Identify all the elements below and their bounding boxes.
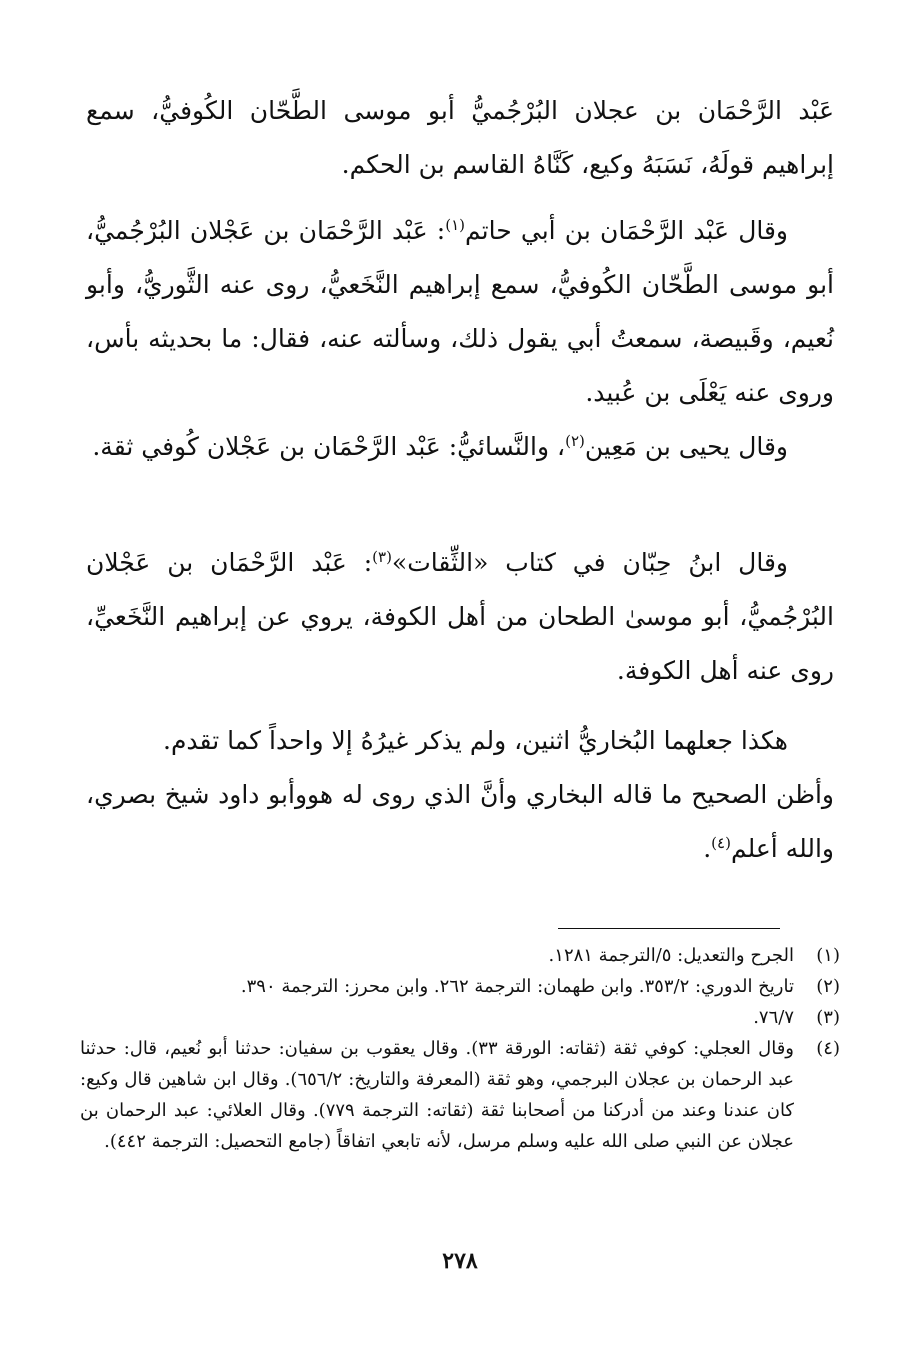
page-number: ٢٧٨ xyxy=(442,1248,478,1274)
footnote-ref-4[interactable]: (٤) xyxy=(711,834,731,852)
footnote-number: (٤) xyxy=(816,1038,840,1059)
footnote-3 xyxy=(80,1002,840,1033)
paragraph-text: وأظن الصحيح ما قاله البخاري وأنَّ الذي روى له هووأبو داود شيخ بصري، والله أعلم xyxy=(86,780,834,863)
conclusion-rest xyxy=(86,768,834,876)
paragraph-text: وقال ابنُ حِبّان في كتاب «الثِّقات» xyxy=(391,548,788,577)
footnote-2 xyxy=(80,971,840,1002)
footnote-ref-3[interactable]: (٣) xyxy=(372,548,392,566)
paragraph-text: : عَبْد الرَّحْمَان بن عَجْلان البُرْجُميُّ، أبو موسىٰ الطحان من أهل الكوفة، يروي عن إبراهيم النَّخَعيِّ، روى عنه أهل الكوفة. xyxy=(86,548,834,685)
paragraph-ibn-abi-hatim xyxy=(86,204,834,420)
footnote-text: وقال العجلي: كوفي ثقة (ثقاته: الورقة ٣٣). وقال يعقوب بن سفيان: حدثنا أبو نُعيم، قال: حدثنا عبد الرحمان بن عجلان البرجمي، وهو ثقة (المعرفة والتاريخ: ٦٥٦/٢). وقال ابن شاهين قال وكيع: كان عندنا وعند من أدركنا من أصحابنا ثقة (ثقاته: الترجمة ٧٧٩). وقال العلائي: عبد الرحمان بن عجلان عن النبي صلى الله عليه وسلم مرسل، لأنه تابعي اتفاقاً (جامع التحصيل: الترجمة ٤٤٢). xyxy=(80,1038,794,1152)
paragraph-conclusion xyxy=(86,714,834,876)
conclusion-first-line: هكذا جعلهما البُخاريُّ اثنين، ولم يذكر غيرُهُ إلا واحداً كما تقدم. xyxy=(163,726,788,755)
footnote-text: تاريخ الدوري: ٣٥٣/٢. وابن طهمان: الترجمة ٢٦٢. وابن محرز: الترجمة ٣٩٠. xyxy=(240,976,794,997)
footnote-text: ٧٦/٧. xyxy=(753,1007,794,1028)
paragraph-ibn-hibban xyxy=(86,536,834,698)
paragraph-ibn-maeen xyxy=(86,420,834,474)
footnote-number: (١) xyxy=(816,945,840,966)
paragraph-text: ، والنَّسائيُّ: عَبْد الرَّحْمَان بن عَجْلان كُوفي ثقة. xyxy=(92,432,566,461)
footnote-1 xyxy=(80,940,840,971)
paragraph-text: عَبْد الرَّحْمَان بن عجلان البُرْجُميُّ أبو موسى الطَّحّان الكُوفيُّ، سمع إبراهيم قولَهُ، نَسَبَهُ وكيع، كَنَّاهُ القاسم بن الحكم. xyxy=(86,96,834,179)
footnote-ref-2[interactable]: (٢) xyxy=(565,432,585,450)
footnotes-section xyxy=(80,940,840,1157)
footnote-number: (٣) xyxy=(816,1007,840,1028)
footnote-4 xyxy=(80,1033,840,1157)
paragraph-text: وقال عَبْد الرَّحْمَان بن أبي حاتم xyxy=(465,216,788,245)
footnote-text: الجرح والتعديل: ٥/الترجمة ١٢٨١. xyxy=(548,945,794,966)
paragraph-bukhari-entry xyxy=(86,84,834,192)
paragraph-text: وقال يحيى بن مَعِين xyxy=(584,432,788,461)
paragraph-text: . xyxy=(703,834,712,863)
footnote-ref-1[interactable]: (١) xyxy=(445,216,466,234)
footnote-number: (٢) xyxy=(816,976,840,997)
paragraph-text: : عَبْد الرَّحْمَان بن عَجْلان البُرْجُميُّ، أبو موسى الطَّحّان الكُوفيُّ، سمع إبراهيم النَّخَعيُّ، روى عنه الثَّوريُّ، وأبو نُعيم، وقَبيصة، سمعتُ أبي يقول ذلك، وسألته عنه، فقال: ما بحديثه بأس، وروى عنه يَعْلَى بن عُبيد. xyxy=(86,216,834,407)
footnote-separator xyxy=(558,928,780,929)
